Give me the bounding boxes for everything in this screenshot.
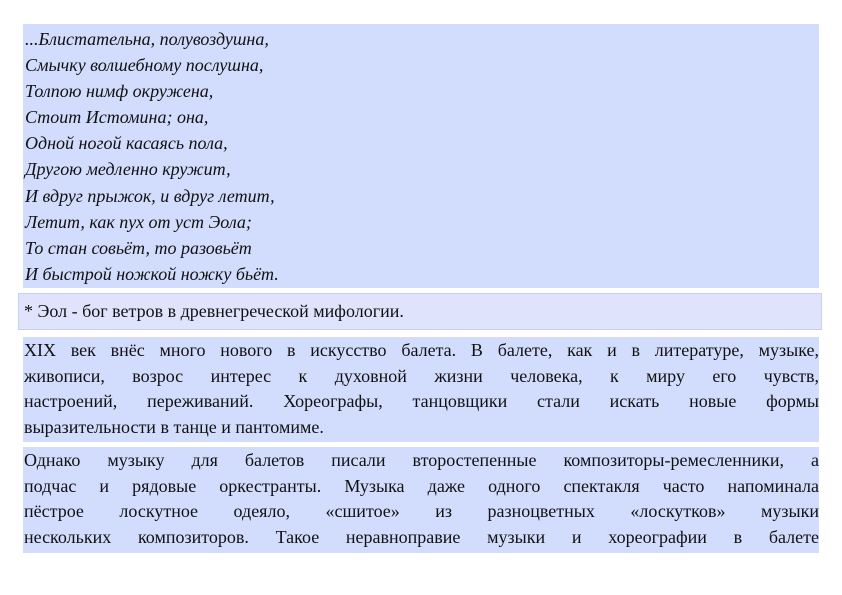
paragraph-1 xyxy=(23,337,819,442)
paragraph-line: XIX век внёс много нового в искусство балета. В балете, как и в литературе, музыке, xyxy=(24,340,819,360)
paragraph-line: нескольких композиторов. Такое неравноправие музыки и хореографии в балете xyxy=(24,526,819,547)
paragraph-line: настроений, переживаний. Хореографы, танцовщики стали искать новые формы xyxy=(24,391,819,411)
poem-line: Толпою нимф окружена, xyxy=(25,81,214,102)
poem-line: ...Блистательна, полувоздушна, xyxy=(25,29,269,49)
footnote-box xyxy=(18,293,822,330)
paragraph-line: пёстрое лоскутное одеяло, «сшитое» из разноцветных «лоскутков» музыки xyxy=(24,501,819,521)
footnote-text: * Эол - бог ветров в древнегреческой мифологии. xyxy=(24,301,404,321)
paragraph-line: Однако музыку для балетов писали второстепенные композиторы-ремесленники, а xyxy=(24,450,819,470)
poem-line: Другою медленно кружит, xyxy=(25,159,231,180)
paragraph-line: выразительности в танце и пантомиме. xyxy=(24,416,324,437)
paragraph-2 xyxy=(23,447,819,553)
poem-line: И быстрой ножкой ножку бьёт. xyxy=(25,263,279,284)
poem-block xyxy=(23,24,819,288)
poem-line: То стан совьёт, то разовьёт xyxy=(25,237,252,258)
poem-line: Летит, как пух от уст Эола; xyxy=(25,211,252,232)
poem-line: Смычку волшебному послушна, xyxy=(25,55,264,76)
paragraph-line: живописи, возрос интерес к духовной жизни человека, к миру его чувств, xyxy=(24,365,819,386)
poem-line: И вдруг прыжок, и вдруг летит, xyxy=(25,185,275,206)
poem-line: Стоит Истомина; она, xyxy=(25,107,209,128)
poem-line: Одной ногой касаясь пола, xyxy=(25,133,228,154)
paragraph-line: подчас и рядовые оркестранты. Музыка даже одного спектакля часто напоминала xyxy=(24,475,819,496)
